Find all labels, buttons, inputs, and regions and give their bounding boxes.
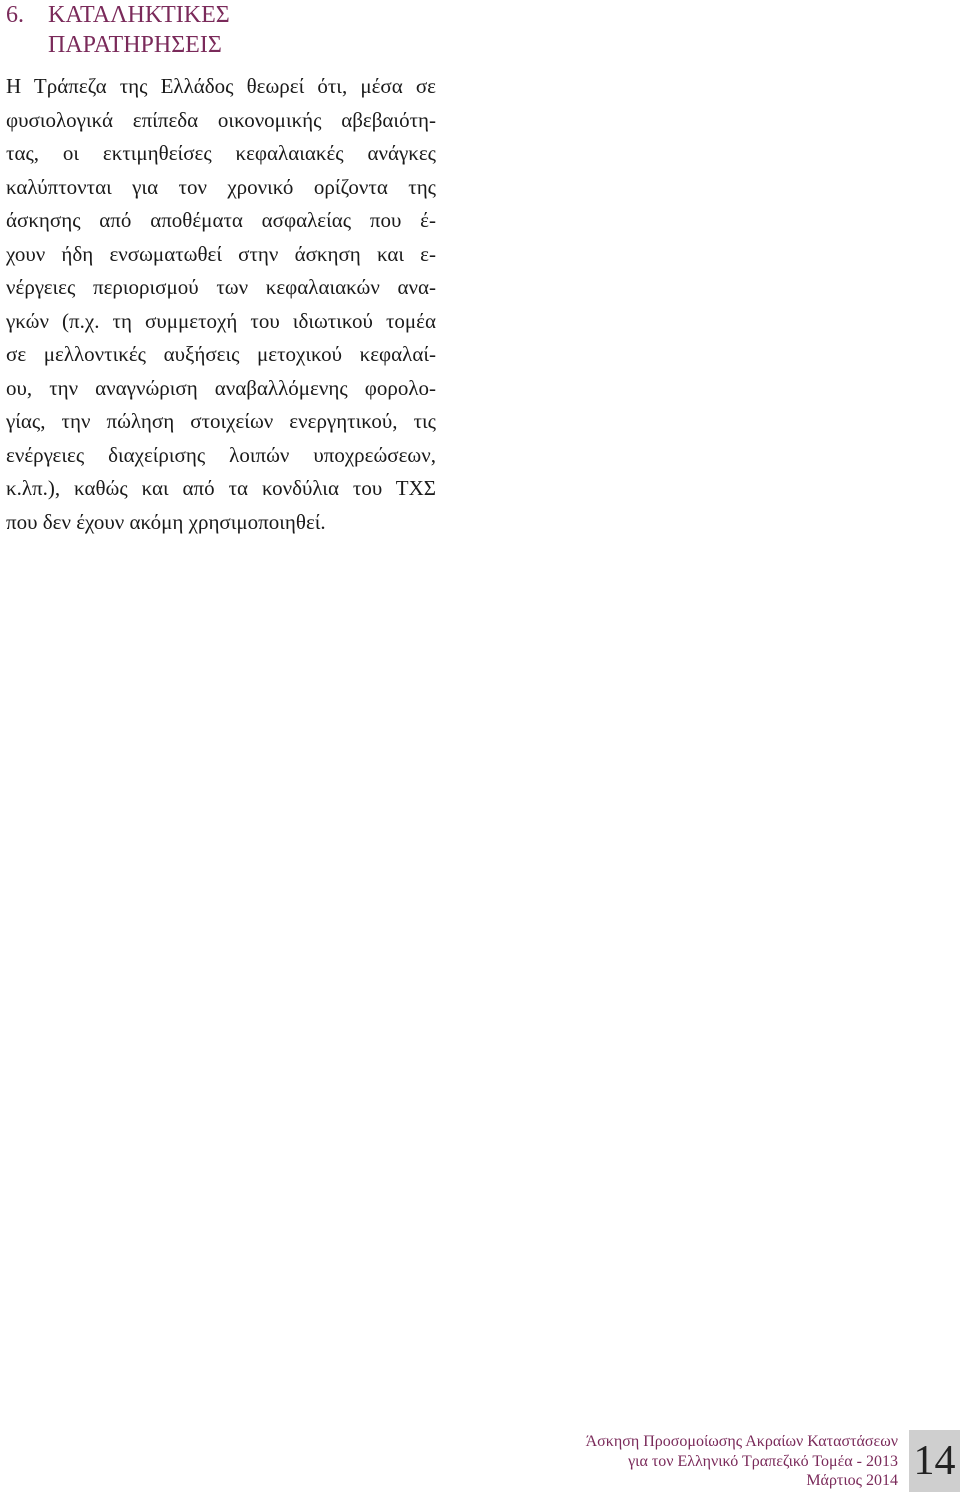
paragraph-line: χουν ήδη ενσωματωθεί στην άσκηση και ε- bbox=[6, 241, 436, 266]
footer-date: Μάρτιος 2014 bbox=[806, 1472, 898, 1489]
paragraph-line: που δεν έχουν ακόμη χρησιμοποιηθεί. bbox=[6, 509, 326, 534]
paragraph-line: ου, την αναγνώριση αναβαλλόμενης φορολο- bbox=[6, 375, 436, 400]
section-title-line: ΠΑΡΑΤΗΡΗΣΕΙΣ bbox=[48, 32, 222, 58]
paragraph-line: γκών (π.χ. τη συμμετοχή του ιδιωτικού τομέα bbox=[6, 308, 436, 333]
paragraph-line: καλύπτονται για τον χρονικό ορίζοντα της bbox=[6, 174, 436, 199]
paragraph-line: φυσιολογικά επίπεδα οικονομικής αβεβαιότη- bbox=[6, 107, 436, 132]
paragraph-line: κ.λπ.), καθώς και από τα κονδύλια του ΤΧΣ bbox=[6, 476, 436, 500]
paragraph-line: άσκησης από αποθέματα ασφαλείας που έ- bbox=[6, 208, 436, 232]
page-footer bbox=[586, 1432, 898, 1491]
paragraph-line: νέργειες περιορισμού των κεφαλαιακών ανα- bbox=[6, 275, 436, 299]
paragraph-line: γίας, την πώληση στοιχείων ενεργητικού, τις bbox=[6, 409, 436, 433]
footer-report-subtitle: για τον Ελληνικό Τραπεζικό Τομέα - 2013 bbox=[628, 1452, 898, 1470]
page-number: 14 bbox=[913, 1438, 956, 1484]
section-title bbox=[48, 0, 436, 60]
paragraph-line: τας, οι εκτιμηθείσες κεφαλαιακές ανάγκες bbox=[6, 141, 436, 165]
paragraph-line: σε μελλοντικές αυξήσεις μετοχικού κεφαλαί- bbox=[6, 342, 436, 366]
section-number: 6. bbox=[6, 2, 24, 28]
paragraph-line: ενέργειες διαχείρισης λοιπών υποχρεώσεων, bbox=[6, 442, 436, 467]
footer-report-title: Άσκηση Προσομοίωσης Ακραίων Καταστάσεων bbox=[585, 1433, 898, 1450]
paragraph-line: Η Τράπεζα της Ελλάδος θεωρεί ότι, μέσα σε bbox=[6, 74, 436, 98]
section-heading bbox=[6, 0, 436, 60]
body-paragraph bbox=[6, 70, 436, 539]
page-number-box bbox=[909, 1430, 960, 1492]
section-title-line: ΚΑΤΑΛΗΚΤΙΚΕΣ bbox=[48, 2, 230, 28]
